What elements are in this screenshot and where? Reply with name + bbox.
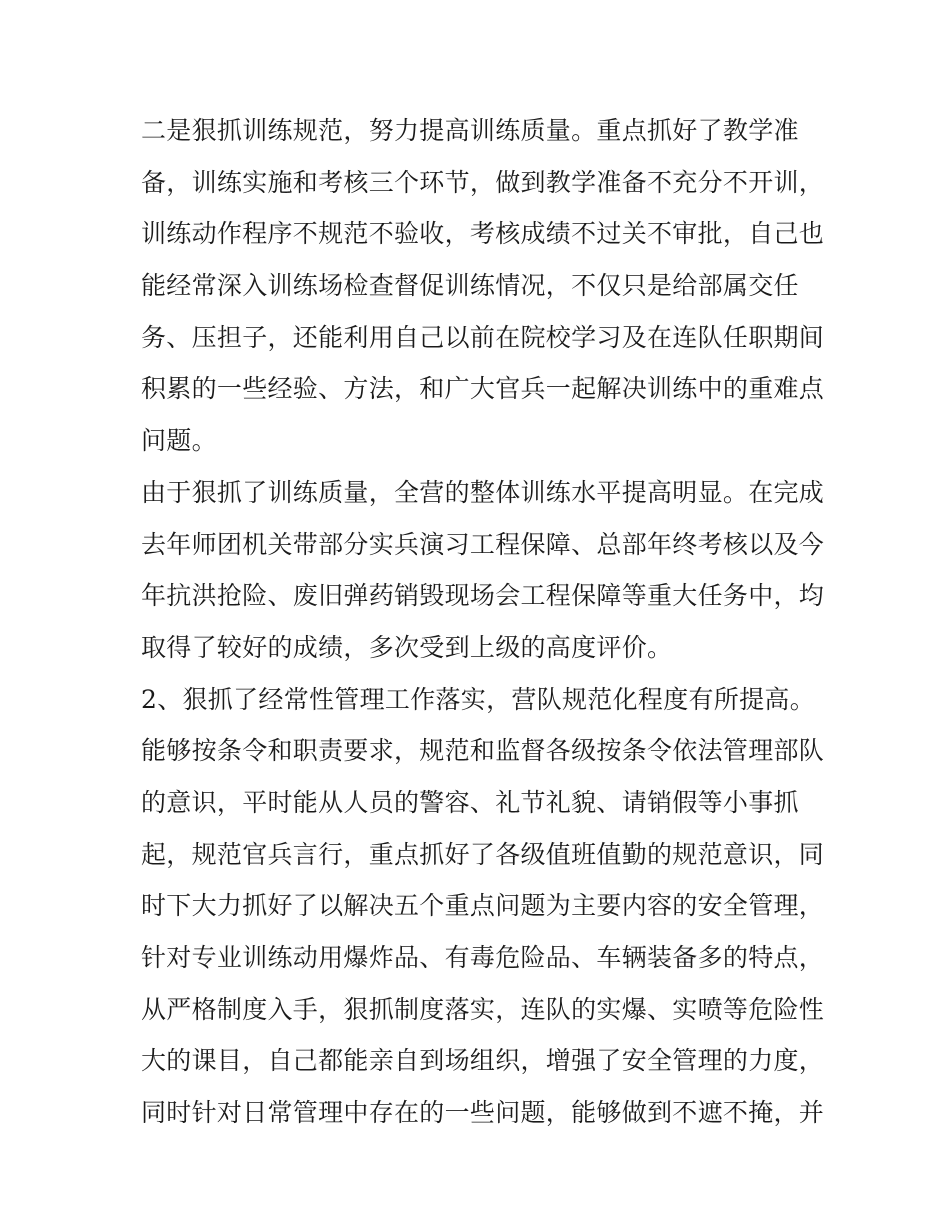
paragraph-management-details <box>141 725 825 1139</box>
text-line: 积累的一些经验、方法，和广大官兵一起解决训练中的重难点 <box>141 374 825 404</box>
text-line: 取得了较好的成绩，多次受到上级的高度评价。 <box>141 632 673 662</box>
text-line: 训练动作程序不规范不验收，考核成绩不过关不审批，自己也 <box>141 219 825 249</box>
text-line: 针对专业训练动用爆炸品、有毒危险品、车辆装备多的特点， <box>141 943 825 972</box>
text-line: 由于狠抓了训练质量，全营的整体训练水平提高明显。在完成 <box>141 477 825 507</box>
section-heading-management <box>141 674 816 726</box>
text-line: 二是狠抓训练规范，努力提高训练质量。重点抓好了教学准 <box>141 116 799 145</box>
text-line: 能经常深入训练场检查督促训练情况，不仅只是给部属交任 <box>141 271 799 301</box>
text-line: 同时针对日常管理中存在的一些问题，能够做到不遮不掩，并 <box>141 1098 825 1128</box>
text-line: 去年师团机关带部分实兵演习工程保障、总部年终考核以及今 <box>141 529 825 559</box>
text-line: 的意识，平时能从人员的警容、礼节礼貌、请销假等小事抓 <box>141 787 799 817</box>
paragraph-training-standards <box>141 105 825 467</box>
text-line: 时下大力抓好了以解决五个重点问题为主要内容的安全管理， <box>141 891 825 921</box>
paragraph-training-results <box>141 467 825 674</box>
text-line: 能够按条令和职责要求，规范和监督各级按条令依法管理部队 <box>141 736 825 766</box>
text-line: 大的课目，自己都能亲自到场组织，增强了安全管理的力度， <box>141 1046 825 1076</box>
text-line: 起，规范官兵言行，重点抓好了各级值班值勤的规范意识，同 <box>141 839 825 869</box>
text-line: 2、狠抓了经常性管理工作落实，营队规范化程度有所提高。 <box>141 684 816 714</box>
document-body <box>141 105 825 1139</box>
text-line: 问题。 <box>141 426 217 456</box>
text-line: 务、压担子，还能利用自己以前在院校学习及在连队任职期间 <box>141 322 825 352</box>
text-line: 从严格制度入手，狠抓制度落实，连队的实爆、实喷等危险性 <box>141 994 825 1024</box>
text-line: 年抗洪抢险、废旧弹药销毁现场会工程保障等重大任务中，均 <box>141 581 825 611</box>
text-line: 备，训练实施和考核三个环节，做到教学准备不充分不开训， <box>141 167 825 197</box>
